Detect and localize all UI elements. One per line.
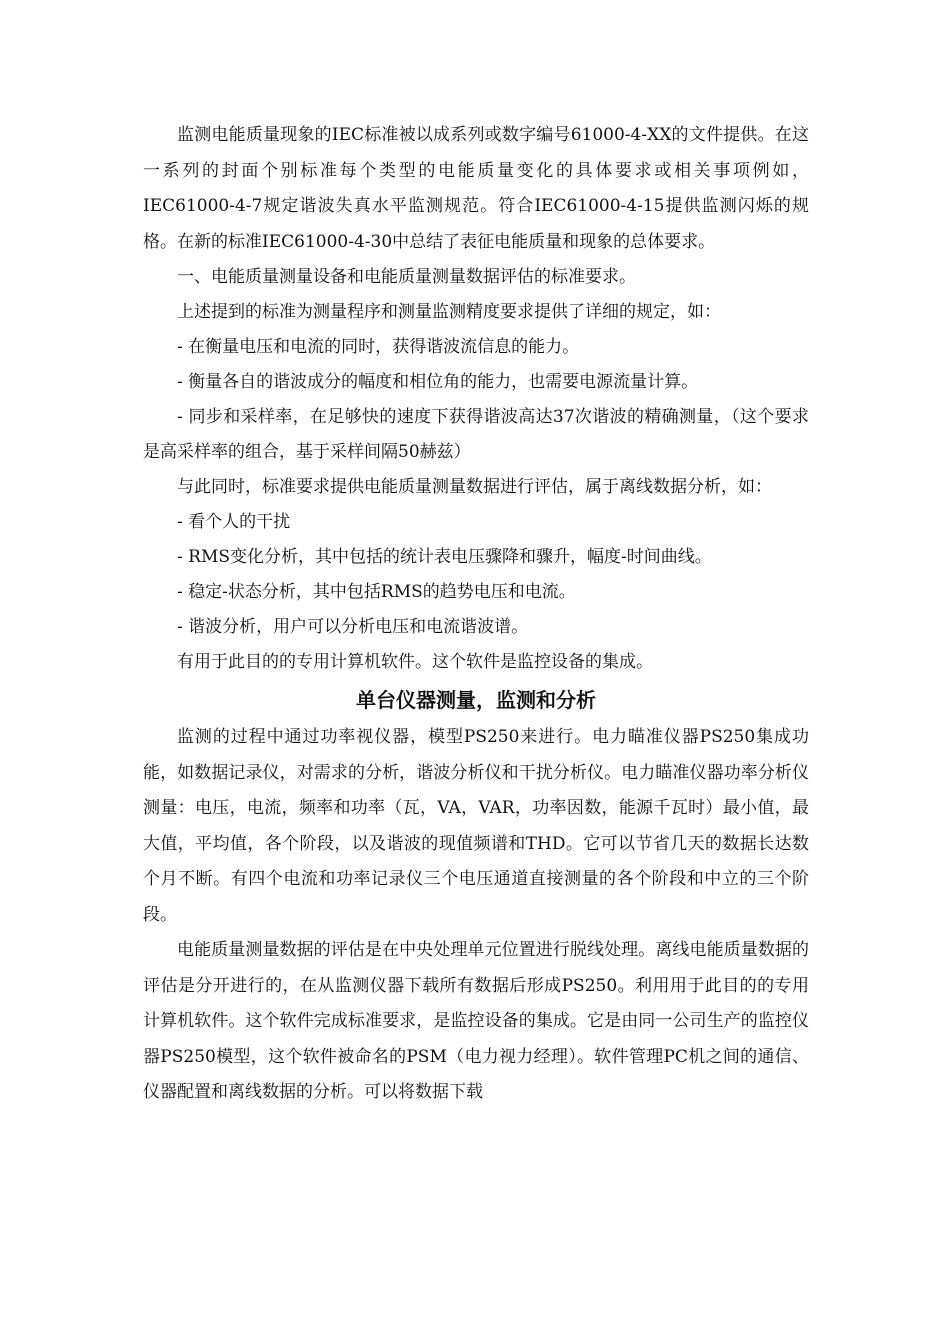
paragraph-intro-requirements: 上述提到的标准为测量程序和测量监测精度要求提供了详细的规定，如： (177, 302, 721, 322)
list-item-requirement-1: - 在衡量电压和电流的同时，获得谐波流信息的能力。 (177, 337, 580, 357)
list-item-analysis-4: - 谐波分析，用户可以分析电压和电流谐波谱。 (177, 617, 529, 637)
list-item-requirement-2: - 衡量各自的谐波成分的幅度和相位角的能力，也需要电源流量计算。 (177, 372, 699, 392)
list-item-analysis-2: - RMS变化分析，其中包括的统计表电压骤降和骤升，幅度-时间曲线。 (177, 547, 712, 567)
paragraph-software-note: 有用于此目的的专用计算机软件。这个软件是监控设备的集成。 (177, 652, 653, 672)
paragraph-ps250-monitoring: 监测的过程中通过功率视仪器，模型PS250来进行。电力瞄准仪器PS250集成功能，如数据记录仪，对需求的分析，谐波分析仪和干扰分析仪。电力瞄准仪器功率分析仪测量：电压，电流，频率和功率（瓦，VA，VAR，功率因数，能源千瓦时）最小值，最大值，平均值，各个阶段，以及谐波的现值频谱和THD。它可以节省几天的数据长达数个月不断。有四个电流和功率记录仪三个电压通道直接测量的各个阶段和中立的三个阶段。 (143, 727, 809, 925)
list-item-requirement-3: - 同步和采样率，在足够快的速度下获得谐波高达37次谐波的精确测量，（这个要求是高采样率的组合，基于采样间隔50赫兹） (143, 407, 809, 462)
document-body (143, 118, 809, 1111)
paragraph-iec-standards: 监测电能质量现象的IEC标准被以成系列或数字编号61000-4-XX的文件提供。在这一系列的封面个别标准每个类型的电能质量变化的具体要求或相关事项例如，IEC61000-4-7规定谐波失真水平监测规范。符合IEC61000-4-15提供监测闪烁的规格。在新的标准IEC61000-4-30中总结了表征电能质量和现象的总体要求。 (143, 125, 809, 252)
paragraph-offline-analysis: 与此同时，标准要求提供电能质量测量数据进行评估，属于离线数据分析，如： (177, 477, 772, 497)
list-item-analysis-3: - 稳定-状态分析，其中包括RMS的趋势电压和电流。 (177, 582, 576, 602)
paragraph-data-evaluation: 电能质量测量数据的评估是在中央处理单元位置进行脱线处理。离线电能质量数据的评估是分开进行的，在从监测仪器下载所有数据后形成PS250。利用用于此目的的专用计算机软件。这个软件完成标准要求，是监控设备的集成。它是由同一公司生产的监控仪器PS250模型，这个软件被命名的PSM（电力视力经理）。软件管理PC机之间的通信、仪器配置和离线数据的分析。可以将数据下载 (143, 940, 809, 1102)
list-item-analysis-1: - 看个人的干扰 (177, 512, 291, 532)
paragraph-section-one-title: 一、电能质量测量设备和电能质量测量数据评估的标准要求。 (177, 267, 636, 287)
section-heading: 单台仪器测量，监测和分析 (356, 688, 596, 712)
